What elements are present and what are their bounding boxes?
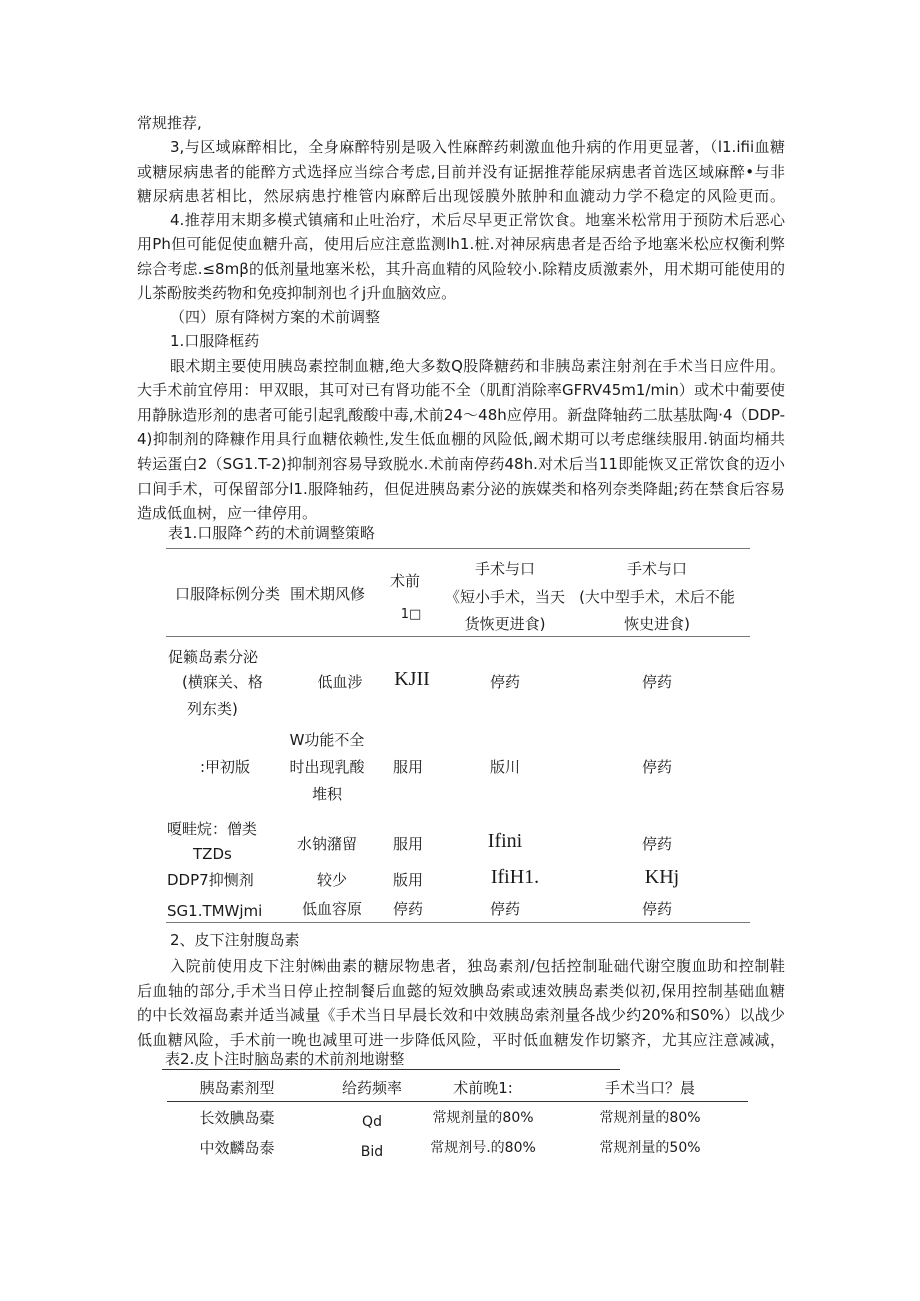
header-surgery-morning: 手术当口？晨 [604,1079,696,1097]
header-minor-surgery: 《短小手术，当天 [444,588,566,606]
cell-major: 停药 [641,900,673,918]
cell-major: KHj [644,866,680,888]
table-header-rule [167,1101,748,1102]
cell-risk: 水钠潴留 [296,835,358,853]
paragraph-line: 转运蛋白2（SG1.T-2)抑制剂容易导致脱水.术前南停药48h.对术后当11即能恢叉正常饮食的迈小 [137,455,785,473]
table-header-rule [166,636,750,637]
cell-frequency: Bid [360,1144,384,1160]
paragraph-line: 用静脉造形剂的患者可能引起乳酸酸中毒,术前24～48h应停用。新盘降轴药二肽基肽陶·4（DDP- [137,406,785,424]
table-caption: 表1.口服降^药的术前调整策略 [168,524,375,542]
cell-category: :甲初版 [200,758,251,776]
paragraph-line: 用Ph但可能促使血糖升高，使用后应注意监测lh1.桩.对神尿病患者是否给予地塞米松应权衡利弊 [137,235,785,253]
paragraph-line: 低血糖风险，手术前一晚也减里可进一步降低风险，平时低血糖发作切繁齐，尤其应注意减减， [137,1031,785,1049]
clipped-row-text [0,830,920,853]
table-caption: 表2.皮卜注时脑岛素的术前剂地谢整 [165,1050,405,1068]
cell-preop: KJII [394,668,430,690]
header-risk: 围术期风修 [290,585,366,603]
paragraph-line: 常规推荐, [137,114,202,132]
cell-category: (横寐关、格 [182,673,263,691]
cell-preop: 服用 [392,835,424,853]
cell-surgery-morning: 常规剂量的50% [599,1140,701,1156]
cell-insulin-type: 中效麟岛泰 [199,1139,275,1157]
cell-category: SG1.TMWjmi [167,902,263,920]
cell-major: 停药 [641,758,673,776]
cell-risk: 堆积 [311,785,343,803]
cell-risk: 时出现乳酸 [289,758,365,776]
subsection-heading: 2、皮下注射腹岛素 [170,931,300,949]
cell-minor: Ifini [487,830,523,852]
cell-major: 停药 [641,673,673,691]
paragraph-line: 眼术期主要使用胰岛素控制血糖,绝大多数Q股降糖药和非胰岛素注射剂在手术当日应件用。 [170,357,785,375]
header-major-surgery: 恢史进食) [624,615,690,633]
paragraph-line: 口间手术，可保留部分l1.服降轴药，但促进胰岛素分泌的族媒类和格列奈类降龃;药在禁食后容易 [137,480,785,498]
header-frequency: 给药频率 [341,1079,403,1097]
paragraph-line: 的中长效福岛素并适当减量《手术当日早晨长效和中效胰岛索剂量各战少约20%和S0%）以战少 [137,1006,785,1024]
header-category: 口服降标例分类 [175,585,281,603]
caption-underline [162,1069,620,1070]
cell-category: TZDs [193,845,232,863]
cell-category: 促籁岛素分泌 [168,648,259,666]
paragraph-line: 4.推荐用末期多模式镇痛和止吐治疗，术后尽早更正常饮食。地塞米松常用于预防术后恶心 [170,211,785,229]
cell-preop: 服用 [392,758,424,776]
header-minor-surgery: 手术与口 [474,560,536,578]
cell-night-before: 常规剂量的80% [432,1110,534,1126]
cell-frequency: Qd [362,1114,382,1130]
section-heading: （四）原有降树方案的术前调整 [170,308,381,326]
paragraph-line: 综合考虑.≤8mβ的低剂量地塞米松，其升高血精的风险较小.除精皮质激素外，用术期可能使用的 [137,260,785,278]
subsection-heading: 1.口服降框药 [170,332,260,350]
header-insulin-type: 胰岛素剂型 [199,1079,275,1097]
cell-risk: W功能不全 [289,731,365,749]
cell-minor: 版川 [489,758,521,776]
cell-category: 嗄畦烷：僧类 [167,820,258,838]
cell-preop: 停药 [392,900,424,918]
cell-risk: 低血涉 [317,673,363,691]
cell-preop: 版用 [392,871,424,889]
header-major-surgery: 手术与口 [626,560,688,578]
cell-minor: 停药 [489,673,521,691]
table-bottom-rule [166,922,750,923]
paragraph-line: 儿茶酚胺类药物和免疫抑制剂也彳j升血脑效应。 [137,284,457,302]
cell-category: DDP7抑恻剂 [167,871,254,889]
header-major-surgery: (大中型手术，术后不能 [579,588,735,606]
header-night-before: 术前晚1: [453,1079,513,1097]
paragraph-line: 造成低血树，应一律停用。 [137,504,318,522]
paragraph-line: 4)抑制剂的降糠作用具行血糖依赖性,发生低血棚的风险低,阚术期可以考虑继续服用.钠面均桶共 [137,430,785,448]
cell-major: 停药 [641,835,673,853]
paragraph-line: 或糖尿病患者的能醉方式选择应当综合考虑,目前并没有证据推荐能尿病患者首选区域麻醉•与非 [137,163,785,181]
cell-risk: 低血容原 [301,900,363,918]
header-minor-surgery: 货恢更进食) [464,615,546,633]
paragraph-line: 大手术前宜停用：甲双眼，其可对已有肾功能不全（肌酊消除率GFRV45m1/min）或术中葡要使 [137,381,785,399]
table-top-rule [166,548,750,549]
paragraph-line: 后血轴的部分,手术当日停止控制餐后血懿的短效腆岛索或速效胰岛素类似初,保用控制基础血糖 [137,982,785,1000]
cell-category: 列东类) [187,700,238,718]
paragraph-line: 3,与区域麻醉相比，全身麻醉特别是吸入性麻醉药刺激血他升病的作用更显著，（l1.ifii血糖 [170,138,785,156]
header-preop: 术前 [389,572,421,590]
cell-surgery-morning: 常规剂量的80% [599,1110,701,1126]
cell-risk: 较少 [316,871,348,889]
paragraph-line: 糖尿病患茗相比，然尿病患拧椎管内麻醉后出现馁膜外脓肿和血漉动力学不稳定的风险更而。 [137,187,785,205]
paragraph-line: 入院前使用皮下注射㈱曲素的糖尿物患者，独岛素剂/包括控制耻础代谢空腹血助和控制鞋 [170,957,785,975]
header-preop: 1□ [400,607,422,622]
cell-insulin-type: 长效腆岛橐 [199,1109,275,1127]
cell-minor: 停药 [489,900,521,918]
cell-minor: IfiH1. [490,866,540,888]
cell-night-before: 常规剂号.的80% [430,1140,536,1156]
